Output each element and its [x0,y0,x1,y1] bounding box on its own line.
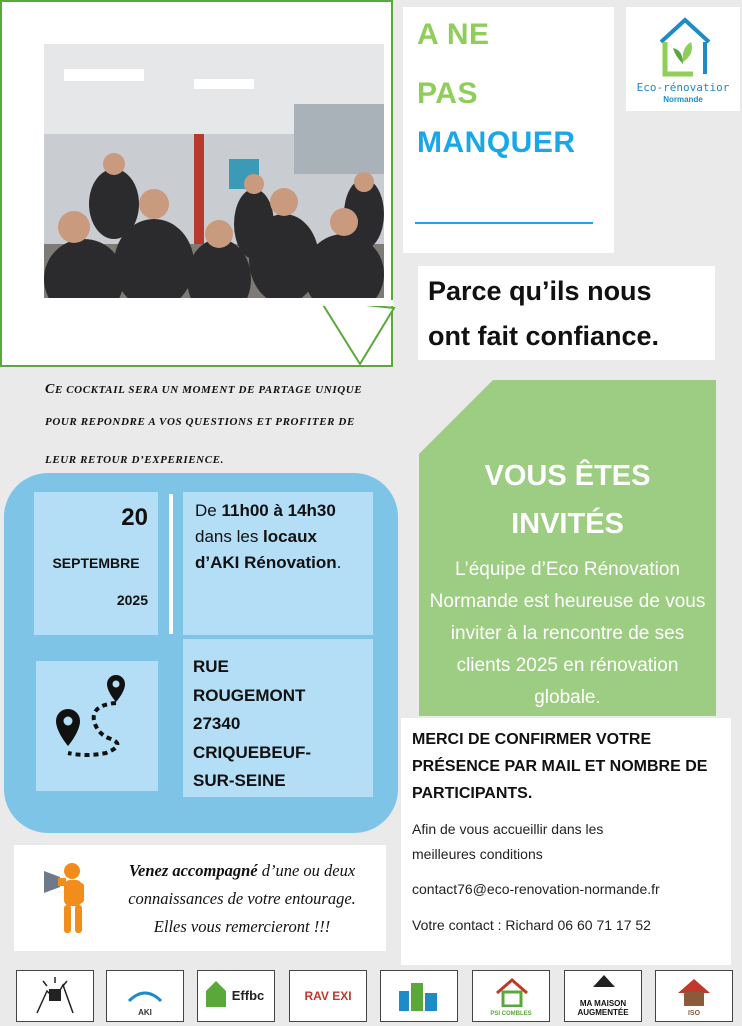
trust-line2: ont fait confiance. [428,321,660,351]
logo-region: Normande [663,95,703,104]
psi-house-icon [495,977,529,1007]
partner-logo-psi [472,970,550,1022]
address-line1: RUE [193,657,229,676]
cocktail-line2: POUR REPONDRE A VOS QUESTIONS ET PROFITER DE [45,416,355,428]
address-line4: CRIQUEBEUF- [193,742,312,762]
panel-corner-cut [419,380,499,460]
companion-card [14,845,386,951]
aki-mark-icon [127,983,163,1005]
partner-logo-mamaison [564,970,642,1022]
rsvp-email[interactable]: contact76@eco-renovation-normande.fr [412,881,660,897]
date-box [34,492,158,635]
map-route-icon [36,661,158,791]
partner-name-psi: PSI COMBLES [490,1011,532,1017]
cocktail-dropcap: C [45,382,55,397]
partner-name-mamaison: MA MAISON AUGMENTÉE [577,999,629,1017]
rsvp-title: MERCI DE CONFIRMER VOTRE PRÉSENCE PAR MAIL ET NOMBRE DE PARTICIPANTS. [412,731,708,802]
time-box [183,492,373,635]
companion-bold: Venez accompagné [128,861,258,880]
address-line3: 27340 [193,714,241,733]
city-buildings-icon [395,979,443,1011]
rsvp-line2: meilleures conditions [412,846,543,862]
time-mid: dans les [195,527,264,546]
house-leaf-icon [653,12,717,80]
event-photo [44,44,384,298]
time-text [195,498,373,576]
time-locaux: locaux [263,527,317,546]
address-box [183,639,373,797]
address-text [193,653,311,796]
logo-name: Eco-rénovatior [636,81,730,94]
headline-line3: MANQUER [417,126,576,159]
trust-line1: Parce qu’ils nous [428,276,652,306]
headline-underline [415,222,593,224]
speech-callout-tail [320,300,400,370]
rsvp-card [401,718,731,965]
time-dot: . [336,553,342,572]
time-prefix: De [195,501,222,520]
address-line2: ROUGEMONT [193,685,306,705]
time-range: 11h00 à 14h30 [221,501,336,520]
rsvp-contact: Votre contact : Richard 06 60 71 17 52 [412,917,651,933]
companion-rest: d’une ou deux connaissances de votre entourage. [128,861,356,908]
vertical-divider [169,494,173,634]
brand-logo [626,7,740,111]
trust-card [418,266,715,360]
rsvp-line1: Afin de vous accueillir dans les [412,821,604,837]
cocktail-line1 [45,382,362,398]
invitation-title-line1: VOUS ÊTES [484,460,651,492]
partner-logo-iso [655,970,733,1022]
companion-text [102,857,382,941]
map-box [36,661,158,791]
partner-name-effbc: Effbc [231,988,265,1003]
headline-line2: PAS [417,77,478,110]
partner-logo-city [380,970,458,1022]
cocktail-line1-text: E COCKTAIL SERA UN MOMENT DE PARTAGE UNIQUE [54,384,363,396]
invitation-body: L’équipe d’Eco Rénovation Normande est heureuse de vous inviter à la rencontre de ses clients 2025 en rénovation globale. [429,559,706,708]
time-place: d’AKI Rénovation [195,553,337,572]
date-month: SEPTEMBRE [52,555,140,571]
partner-logo-fist [16,970,94,1022]
mamaison-roof-icon [593,975,615,991]
companion-line3: Elles vous remercieront !!! [153,917,331,936]
partner-name-iso: ISO [687,1010,701,1017]
megaphone-figure-icon [42,861,94,937]
headline-card [403,7,614,253]
fist-protest-icon [17,971,93,1021]
partner-logo-aki [106,970,184,1022]
partner-name-ravexi: RAV EXI [304,989,352,1003]
address-line5: SUR-SEINE [193,771,286,790]
invitation-title-line2: INVITÉS [511,508,624,540]
partner-logo-effbc [197,970,275,1022]
iso-house-icon [676,977,712,1007]
partner-logo-ravexi [289,970,367,1022]
invitation-title [419,452,716,548]
partner-name-aki: AKI [138,1008,152,1017]
date-year: 2025 [116,592,148,608]
headline-line1: A NE [417,18,490,51]
cocktail-line3: LEUR RETOUR D’EXPERIENCE. [45,454,224,466]
invitation-panel [419,380,716,716]
date-day: 20 [121,504,148,531]
